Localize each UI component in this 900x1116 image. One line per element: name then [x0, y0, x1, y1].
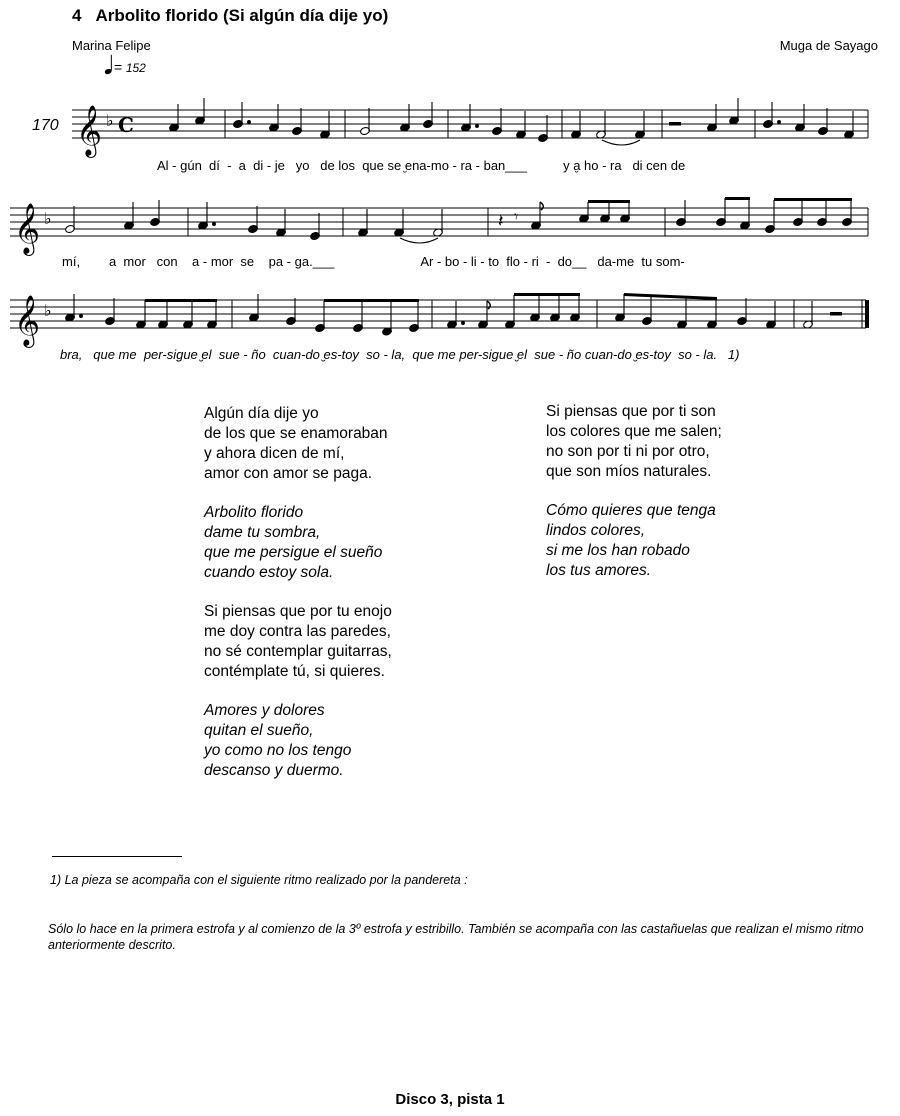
stanza: [546, 501, 722, 581]
flat-key-icon: ♭: [44, 209, 52, 228]
common-time-icon: C: [118, 113, 134, 137]
tempo-bpm: 152: [125, 61, 146, 75]
verse-line: descanso y duermo.: [204, 762, 344, 779]
verse-line: Si piensas que por tu enojo: [204, 603, 392, 620]
verse-line: Arbolito florido: [204, 504, 304, 521]
origin-place: Muga de Sayago: [779, 38, 878, 53]
tempo-equals: =: [114, 59, 123, 75]
measure-number: 170: [32, 117, 59, 134]
treble-clef-icon: 𝄞: [14, 203, 41, 254]
stanza: [204, 404, 392, 484]
verse-line: me doy contra las paredes,: [204, 623, 391, 640]
verse-line: amor con amor se paga.: [204, 465, 373, 482]
performer-name: Marina Felipe: [72, 38, 151, 53]
verse-line: no sé contemplar guitarras,: [204, 643, 392, 660]
flat-key-icon: ♭: [106, 111, 114, 130]
verse-line: no son por ti ni por otro,: [546, 443, 710, 460]
verse-line: los tus amores.: [546, 562, 652, 579]
stanza: [204, 503, 392, 583]
flat-key-icon: ♭: [44, 301, 52, 320]
treble-clef-icon: 𝄞: [14, 295, 41, 346]
stanza: [204, 701, 392, 781]
lyrics-line-1: Al - gún dí - a di - je yo de los que se ̮ena-mo - ra - ban___ y a̮ ho - ra di cen de: [157, 158, 686, 173]
verse-line: si me los han robado: [546, 542, 690, 559]
verse-line: Si piensas que por ti son: [546, 403, 716, 420]
footnote-divider: [52, 856, 182, 857]
verse-line: quitan el sueño,: [204, 722, 314, 739]
verse-line: lindos colores,: [546, 522, 646, 539]
verses-left-column: [204, 404, 392, 800]
verse-line: Cómo quieres que tenga: [546, 502, 716, 519]
verse-line: y ahora dicen de mí,: [204, 445, 345, 462]
verse-line: los colores que me salen;: [546, 423, 722, 440]
treble-clef-icon: 𝄞: [76, 105, 103, 156]
lyrics-line-2: mí, a mor con a - mor se pa - ga.___ Ar - bo - li - to flo - ri - do__ da-me tu som-: [62, 254, 685, 269]
tempo-mark: [104, 52, 146, 76]
eighth-rest-icon: 𝄾: [514, 207, 519, 226]
footnote-line-1: 1) La pieza se acompaña con el siguiente ritmo realizado por la pandereta :: [50, 873, 468, 887]
verse-line: Amores y dolores: [204, 702, 325, 719]
stanza: [204, 602, 392, 682]
song-title: [72, 6, 388, 26]
verse-line: Algún día dije yo: [204, 405, 319, 422]
verse-line: yo como no los tengo: [204, 742, 352, 759]
lyrics-line-3: bra, que me per-sigue ̮el sue - ño cuan-do ̮es-toy so - la, que me per-sigue ̮el sue - ño cuan-do ̮es-toy so - la. 1): [60, 347, 740, 362]
stanza: [546, 402, 722, 482]
rest-icon: 𝄽: [498, 211, 504, 232]
verse-line: de los que se enamoraban: [204, 425, 388, 442]
verse-line: que son míos naturales.: [546, 463, 712, 480]
quarter-note-icon: [104, 52, 114, 76]
song-number: 4: [72, 6, 82, 25]
footnote-line-2: Sólo lo hace en la primera estrofa y al comienzo de la 3º estrofa y estribillo. También se acompaña con las castañuelas que realizan el mismo ritmo anteriormente descrito.: [48, 922, 864, 952]
verse-line: cuando estoy sola.: [204, 564, 334, 581]
footer-track-label: Disco 3, pista 1: [395, 1091, 505, 1108]
verse-line: que me persigue el sueño: [204, 544, 383, 561]
song-title-text: Arbolito florido (Si algún día dije yo): [95, 6, 389, 25]
verse-line: contémplate tú, si quieres.: [204, 663, 385, 680]
verse-line: dame tu sombra,: [204, 524, 321, 541]
verses-right-column: [546, 402, 722, 600]
